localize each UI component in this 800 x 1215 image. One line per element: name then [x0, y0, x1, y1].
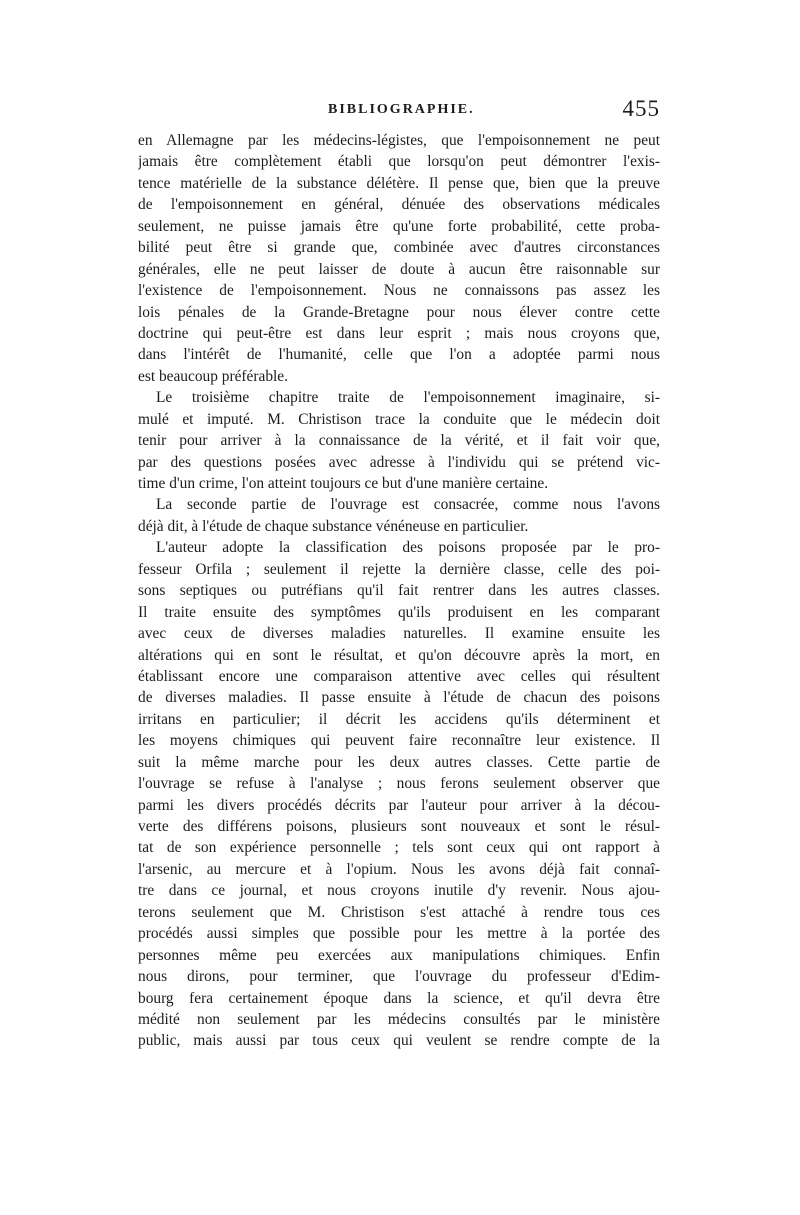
text-line: seulement, ne puisse jamais être qu'une forte probabilité, cette proba-: [138, 217, 660, 235]
text-line: L'auteur adopte la classification des poisons proposée par le pro-: [156, 539, 660, 557]
text-line: procédés aussi simples que possible pour les mettre à la portée des: [138, 925, 660, 943]
text-line: l'arsenic, au mercure et à l'opium. Nous les avons déjà fait connaî-: [138, 860, 660, 878]
text-line: déjà dit, à l'étude de chaque substance vénéneuse en particulier.: [138, 517, 529, 535]
text-line: tenir pour arriver à la connaissance de la vérité, et il fait voir que,: [138, 432, 660, 450]
text-line: parmi les divers procédés décrits par l'auteur pour arriver à la décou-: [138, 796, 660, 814]
text-line: sons septiques ou putréfians qu'il fait rentrer dans les autres classes.: [138, 582, 660, 600]
text-line: verte des différens poisons, plusieurs sont nouveaux et sont le résul-: [138, 818, 660, 835]
text-line: irritans en particulier; il décrit les accidens qu'ils déterminent et: [138, 710, 660, 728]
text-line: établissant encore une comparaison attentive avec celles qui résultent: [138, 667, 660, 685]
text-line: tre dans ce journal, et nous croyons inutile d'y revenir. Nous ajou-: [138, 882, 660, 900]
page-number: 455: [622, 96, 660, 121]
text-line: générales, elle ne peut laisser de doute à aucun être raisonnable sur: [138, 260, 660, 278]
text-line: par des questions posées avec adresse à l'individu qui se prétend vic-: [138, 453, 660, 471]
text-line: time d'un crime, l'on atteint toujours ce but d'une manière certaine.: [138, 475, 549, 492]
text-line: lois pénales de la Grande-Bretagne pour nous élever contre cette: [138, 303, 660, 321]
text-line: l'ouvrage se refuse à l'analyse ; nous ferons seulement observer que: [138, 775, 660, 793]
text-line: mulé et imputé. M. Christison trace la conduite que le médecin doit: [138, 410, 660, 428]
text-line: de l'empoisonnement en général, dénuée des observations médicales: [138, 196, 660, 214]
text-line: La seconde partie de l'ouvrage est consacrée, comme nous l'avons: [156, 496, 660, 514]
text-line: fesseur Orfila ; seulement il rejette la dernière classe, celle des poi-: [138, 560, 660, 578]
text-line: en Allemagne par les médecins-légistes, que l'empoisonnement ne peut: [138, 132, 660, 149]
text-line: doctrine qui peut-être est dans leur esprit ; mais nous croyons que,: [138, 324, 660, 342]
text-line: Il traite ensuite des symptômes qu'ils produisent en les comparant: [138, 603, 660, 621]
text-line: personnes même peu exercées aux manipulations chimiques. Enfin: [138, 946, 660, 964]
text-line: altérations qui en sont le résultat, et qu'on découvre après la mort, en: [138, 646, 660, 664]
body-text: [138, 130, 660, 1052]
text-line: nous dirons, pour terminer, que l'ouvrage du professeur d'Edim-: [138, 968, 660, 986]
text-line: avec ceux de diverses maladies naturelles. Il examine ensuite les: [138, 625, 660, 643]
text-line: suit la même marche pour les deux autres classes. Cette partie de: [138, 753, 660, 771]
running-head-title: BIBLIOGRAPHIE.: [328, 102, 475, 117]
text-line: jamais être complètement établi que lorsqu'on peut démontrer l'exis-: [138, 153, 660, 171]
text-line: l'existence de l'empoisonnement. Nous ne connaissons pas assez les: [138, 282, 660, 300]
text-line: est beaucoup préférable.: [138, 367, 288, 385]
text-line: dans l'intérêt de l'humanité, celle que l'on a adoptée parmi nous: [138, 346, 660, 364]
text-line: de diverses maladies. Il passe ensuite à l'étude de chacun des poisons: [138, 689, 660, 707]
text-line: bourg fera certainement époque dans la science, et qu'il devra être: [138, 989, 660, 1007]
text-line: tence matérielle de la substance délétère. Il pense que, bien que la preuve: [138, 174, 660, 192]
text-line: bilité peut être si grande que, combinée avec d'autres circonstances: [138, 239, 660, 257]
text-line: Le troisième chapitre traite de l'empoisonnement imaginaire, si-: [156, 389, 660, 407]
text-line: terons seulement que M. Christison s'est attaché à rendre tous ces: [138, 903, 660, 921]
text-line: public, mais aussi par tous ceux qui veulent se rendre compte de la: [138, 1032, 660, 1050]
text-line: médité non seulement par les médecins consultés par le ministère: [138, 1010, 660, 1028]
text-line: tat de son expérience personnelle ; tels sont ceux qui ont rapport à: [138, 839, 660, 857]
running-head: [138, 96, 660, 126]
text-line: les moyens chimiques qui peuvent faire reconnaître leur existence. Il: [138, 732, 660, 750]
